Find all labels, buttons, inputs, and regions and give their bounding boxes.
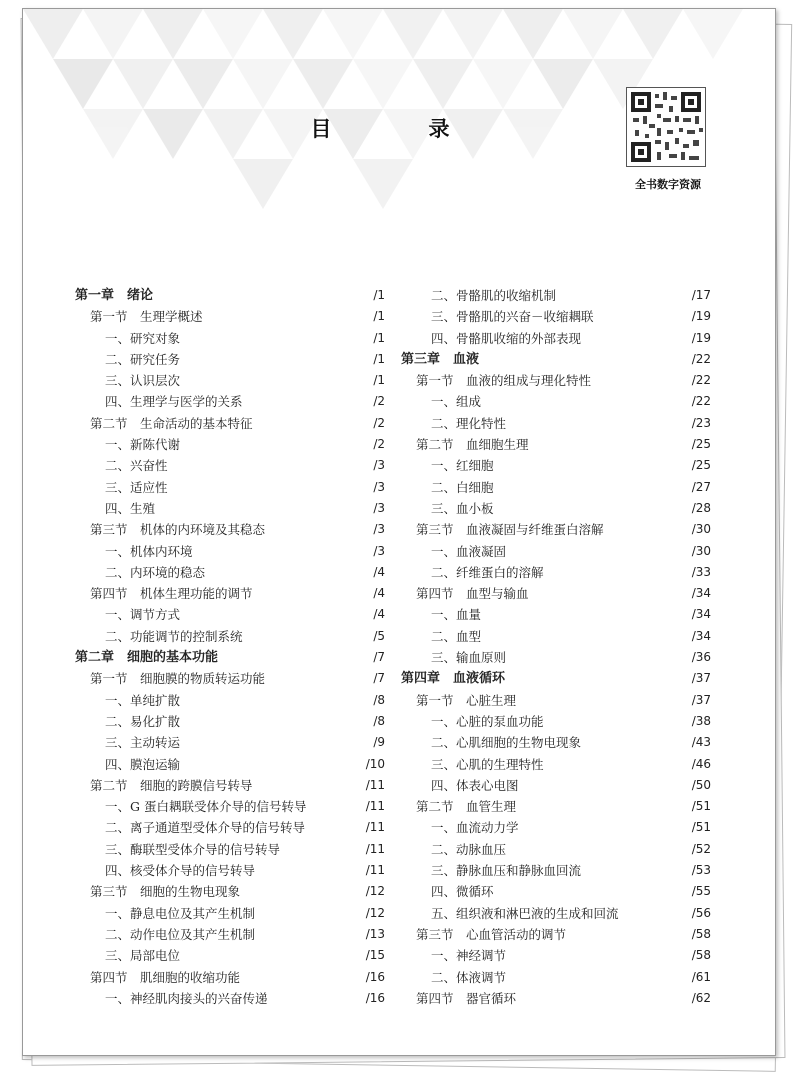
toc-item-entry[interactable] [75, 455, 385, 476]
toc-item-entry[interactable] [75, 604, 385, 625]
toc-item-entry[interactable] [401, 945, 711, 966]
toc-entry-title: 三、酶联型受体介导的信号转导 [105, 841, 281, 857]
toc-entry-page: /43 [691, 735, 711, 750]
toc-entry-page: /58 [691, 948, 711, 963]
toc-item-entry[interactable] [75, 732, 385, 753]
toc-entry-title: 一、单纯扩散 [105, 692, 181, 708]
toc-column-left [75, 285, 385, 1009]
toc-entry-page: /12 [365, 905, 385, 920]
toc-entry-page: /33 [691, 564, 711, 579]
toc-item-entry[interactable] [75, 562, 385, 583]
toc-entry-page: /8 [373, 713, 385, 728]
qr-code-icon[interactable] [626, 87, 706, 167]
toc-entry-title: 第四节 血型与输血 [416, 586, 529, 602]
toc-entry-title: 一、血流动力学 [431, 820, 519, 836]
toc-entry-title: 第三节 血液凝固与纤维蛋白溶解 [416, 522, 604, 538]
toc-item-entry[interactable] [401, 328, 711, 349]
toc-entry-title: 四、生理学与医学的关系 [105, 394, 243, 410]
toc-section-entry[interactable] [75, 668, 385, 689]
toc-item-entry[interactable] [401, 647, 711, 668]
toc-entry-title: 第三章 血液 [401, 351, 480, 367]
toc-item-entry[interactable] [401, 711, 711, 732]
toc-item-entry[interactable] [401, 498, 711, 519]
toc-entry-title: 二、易化扩散 [105, 713, 181, 729]
toc-item-entry[interactable] [401, 775, 711, 796]
toc-entry-title: 三、主动转运 [105, 735, 181, 751]
toc-entry-title: 二、血型 [431, 628, 482, 644]
toc-item-entry[interactable] [75, 690, 385, 711]
toc-item-entry[interactable] [401, 477, 711, 498]
toc-entry-page: /25 [691, 458, 711, 473]
toc-entry-title: 三、输血原则 [431, 650, 507, 666]
toc-entry-page: /1 [373, 351, 385, 366]
toc-item-entry[interactable] [401, 391, 711, 412]
page-title: 目 录 [310, 117, 488, 141]
qr-code-label: 全书数字资源 [635, 178, 701, 191]
toc-entry-page: /36 [691, 650, 711, 665]
toc-item-entry[interactable] [75, 988, 385, 1009]
toc-item-entry[interactable] [401, 817, 711, 838]
toc-entry-title: 二、动脉血压 [431, 841, 507, 857]
toc-entry-title: 二、离子通道型受体介导的信号转导 [105, 820, 306, 836]
toc-entry-page: /34 [691, 586, 711, 601]
toc-entry-title: 三、血小板 [431, 500, 494, 516]
toc-section-entry[interactable] [401, 370, 711, 391]
toc-entry-page: /11 [365, 799, 385, 814]
toc-item-entry[interactable] [75, 839, 385, 860]
toc-entry-title: 四、骨骼肌收缩的外部表现 [431, 330, 582, 346]
toc-entry-page: /5 [373, 628, 385, 643]
toc-entry-title: 三、局部电位 [105, 948, 181, 964]
toc-section-entry[interactable] [401, 924, 711, 945]
toc-entry-title: 二、动作电位及其产生机制 [105, 926, 256, 942]
toc-entry-title: 二、兴奋性 [105, 458, 168, 474]
toc-entry-title: 第一节 生理学概述 [90, 309, 203, 325]
toc-entry-page: /11 [365, 863, 385, 878]
toc-entry-title: 第三节 机体的内环境及其稳态 [90, 522, 266, 538]
toc-entry-title: 第三节 细胞的生物电现象 [90, 884, 241, 900]
toc-entry-page: /1 [373, 373, 385, 388]
toc-item-entry[interactable] [401, 562, 711, 583]
toc-entry-page: /4 [373, 564, 385, 579]
toc-item-entry[interactable] [401, 413, 711, 434]
toc-entry-title: 一、神经调节 [431, 948, 507, 964]
toc-item-entry[interactable] [75, 796, 385, 817]
toc-entry-title: 第一节 细胞膜的物质转运功能 [90, 671, 266, 687]
toc-entry-title: 第四节 肌细胞的收缩功能 [90, 969, 241, 985]
toc-item-entry[interactable] [75, 860, 385, 881]
toc-item-entry[interactable] [75, 903, 385, 924]
toc-item-entry[interactable] [75, 349, 385, 370]
toc-entry-page: /28 [691, 500, 711, 515]
toc-entry-page: /1 [373, 309, 385, 324]
toc-entry-title: 一、血量 [431, 607, 482, 623]
toc-entry-title: 二、功能调节的控制系统 [105, 628, 243, 644]
toc-item-entry[interactable] [75, 370, 385, 391]
toc-item-entry[interactable] [401, 967, 711, 988]
toc-entry-title: 第一节 心脏生理 [416, 692, 517, 708]
toc-entry-page: /19 [691, 309, 711, 324]
toc-item-entry[interactable] [75, 626, 385, 647]
toc-entry-title: 第一节 血液的组成与理化特性 [416, 373, 592, 389]
toc-item-entry[interactable] [401, 881, 711, 902]
toc-entry-page: /23 [691, 415, 711, 430]
toc-chapter-entry[interactable] [75, 285, 385, 306]
toc-entry-title: 一、调节方式 [105, 607, 181, 623]
toc-section-entry[interactable] [75, 413, 385, 434]
toc-entry-title: 一、心脏的泵血功能 [431, 713, 544, 729]
toc-entry-page: /22 [691, 351, 711, 366]
toc-item-entry[interactable] [401, 839, 711, 860]
toc-item-entry[interactable] [401, 604, 711, 625]
toc-section-entry[interactable] [401, 690, 711, 711]
toc-entry-title: 一、研究对象 [105, 330, 181, 346]
toc-entry-page: /38 [691, 713, 711, 728]
toc-item-entry[interactable] [75, 328, 385, 349]
toc-item-entry[interactable] [75, 711, 385, 732]
toc-item-entry[interactable] [75, 498, 385, 519]
toc-entry-title: 二、白细胞 [431, 479, 494, 495]
document-page [22, 8, 776, 1056]
toc-entry-title: 第三节 心血管活动的调节 [416, 926, 567, 942]
toc-entry-page: /62 [691, 990, 711, 1005]
toc-entry-page: /16 [365, 990, 385, 1005]
toc-entry-title: 第二节 生命活动的基本特征 [90, 415, 253, 431]
toc-column-right [401, 285, 711, 1009]
toc-section-entry[interactable] [75, 306, 385, 327]
toc-entry-title: 四、生殖 [105, 500, 156, 516]
toc-entry-title: 一、机体内环境 [105, 543, 193, 559]
toc-entry-page: /9 [373, 735, 385, 750]
toc-entry-page: /3 [373, 458, 385, 473]
toc-entry-page: /22 [691, 394, 711, 409]
toc-entry-title: 第二节 血管生理 [416, 799, 517, 815]
toc-section-entry[interactable] [75, 881, 385, 902]
toc-entry-page: /51 [691, 799, 711, 814]
toc-entry-page: /15 [365, 948, 385, 963]
toc-entry-title: 一、组成 [431, 394, 482, 410]
toc-item-entry[interactable] [75, 924, 385, 945]
toc-item-entry[interactable] [401, 860, 711, 881]
toc-item-entry[interactable] [401, 732, 711, 753]
toc-entry-title: 第四章 血液循环 [401, 671, 506, 687]
toc-entry-page: /11 [365, 820, 385, 835]
toc-entry-page: /8 [373, 692, 385, 707]
toc-entry-title: 第二节 血细胞生理 [416, 437, 529, 453]
toc-entry-page: /3 [373, 500, 385, 515]
toc-entry-page: /58 [691, 926, 711, 941]
toc-entry-page: /2 [373, 394, 385, 409]
toc-section-entry[interactable] [401, 988, 711, 1009]
toc-entry-title: 二、纤维蛋白的溶解 [431, 564, 544, 580]
toc-entry-page: /50 [691, 777, 711, 792]
toc-entry-title: 一、新陈代谢 [105, 437, 181, 453]
toc-section-entry[interactable] [401, 519, 711, 540]
toc-chapter-entry[interactable] [75, 647, 385, 668]
toc-item-entry[interactable] [75, 477, 385, 498]
toc-entry-page: /10 [365, 756, 385, 771]
toc-item-entry[interactable] [75, 817, 385, 838]
toc-entry-title: 三、静脉血压和静脉血回流 [431, 863, 582, 879]
toc-item-entry[interactable] [401, 455, 711, 476]
toc-entry-page: /34 [691, 628, 711, 643]
toc-entry-page: /1 [373, 288, 385, 302]
toc-entry-page: /30 [691, 543, 711, 558]
toc-item-entry[interactable] [75, 754, 385, 775]
toc-entry-title: 一、G 蛋白耦联受体介导的信号转导 [105, 799, 307, 815]
toc-entry-page: /53 [691, 863, 711, 878]
toc-item-entry[interactable] [401, 285, 711, 306]
toc-section-entry[interactable] [75, 967, 385, 988]
toc-entry-title: 第一章 绪论 [75, 288, 154, 303]
toc-chapter-entry[interactable] [401, 668, 711, 689]
toc-entry-title: 二、体液调节 [431, 969, 507, 985]
toc-entry-page: /4 [373, 607, 385, 622]
toc-entry-title: 二、心肌细胞的生物电现象 [431, 735, 582, 751]
toc-entry-page: /19 [691, 330, 711, 345]
toc-item-entry[interactable] [401, 754, 711, 775]
toc-entry-page: /3 [373, 543, 385, 558]
toc-entry-page: /37 [691, 671, 711, 686]
toc-section-entry[interactable] [401, 434, 711, 455]
toc-entry-title: 一、血液凝固 [431, 543, 507, 559]
toc-entry-page: /46 [691, 756, 711, 771]
toc-section-entry[interactable] [75, 775, 385, 796]
toc-entry-title: 一、红细胞 [431, 458, 494, 474]
toc-section-entry[interactable] [75, 583, 385, 604]
toc-entry-page: /17 [691, 288, 711, 302]
toc-entry-title: 三、心肌的生理特性 [431, 756, 544, 772]
toc-entry-page: /61 [691, 969, 711, 984]
toc-entry-page: /22 [691, 373, 711, 388]
toc-entry-title: 五、组织液和淋巴液的生成和回流 [431, 905, 619, 921]
toc-item-entry[interactable] [401, 903, 711, 924]
toc-entry-page: /2 [373, 437, 385, 452]
toc-entry-title: 第四节 机体生理功能的调节 [90, 586, 253, 602]
toc-entry-page: /11 [365, 841, 385, 856]
toc-item-entry[interactable] [401, 541, 711, 562]
toc-entry-title: 第二章 细胞的基本功能 [75, 650, 219, 666]
toc-entry-title: 一、神经肌肉接头的兴奋传递 [105, 990, 268, 1006]
toc-entry-title: 四、核受体介导的信号转导 [105, 863, 256, 879]
toc-item-entry[interactable] [401, 626, 711, 647]
toc-entry-title: 一、静息电位及其产生机制 [105, 905, 256, 921]
toc-entry-title: 第二节 细胞的跨膜信号转导 [90, 777, 253, 793]
toc-entry-page: /3 [373, 522, 385, 537]
toc-item-entry[interactable] [75, 945, 385, 966]
toc-entry-page: /30 [691, 522, 711, 537]
toc-entry-page: /37 [691, 692, 711, 707]
toc-entry-page: /4 [373, 586, 385, 601]
toc-item-entry[interactable] [401, 306, 711, 327]
toc-item-entry[interactable] [75, 541, 385, 562]
toc-entry-page: /56 [691, 905, 711, 920]
toc-entry-title: 四、微循环 [431, 884, 494, 900]
toc-entry-page: /16 [365, 969, 385, 984]
toc-entry-page: /3 [373, 479, 385, 494]
toc-chapter-entry[interactable] [401, 349, 711, 370]
toc-entry-page: /7 [373, 671, 385, 686]
toc-entry-page: /52 [691, 841, 711, 856]
toc-entry-page: /25 [691, 437, 711, 452]
toc-item-entry[interactable] [75, 391, 385, 412]
toc-entry-page: /34 [691, 607, 711, 622]
toc-entry-title: 第四节 器官循环 [416, 990, 517, 1006]
toc-entry-title: 四、体表心电图 [431, 777, 519, 793]
toc-entry-page: /51 [691, 820, 711, 835]
toc-entry-page: /1 [373, 330, 385, 345]
toc-section-entry[interactable] [75, 519, 385, 540]
toc-entry-page: /7 [373, 650, 385, 665]
toc-entry-page: /55 [691, 884, 711, 899]
toc-section-entry[interactable] [401, 796, 711, 817]
toc-entry-title: 二、研究任务 [105, 351, 181, 367]
toc-entry-title: 四、膜泡运输 [105, 756, 181, 772]
toc-item-entry[interactable] [75, 434, 385, 455]
toc-entry-page: /27 [691, 479, 711, 494]
toc-entry-page: /2 [373, 415, 385, 430]
toc-entry-title: 二、内环境的稳态 [105, 564, 206, 580]
toc-entry-title: 三、认识层次 [105, 373, 181, 389]
toc-entry-page: /11 [365, 777, 385, 792]
toc-entry-title: 二、骨骼肌的收缩机制 [431, 288, 557, 303]
toc-entry-page: /12 [365, 884, 385, 899]
toc-section-entry[interactable] [401, 583, 711, 604]
toc-entry-title: 二、理化特性 [431, 415, 507, 431]
toc-entry-title: 三、骨骼肌的兴奋－收缩耦联 [431, 309, 594, 325]
toc-entry-title: 三、适应性 [105, 479, 168, 495]
toc-entry-page: /13 [365, 926, 385, 941]
